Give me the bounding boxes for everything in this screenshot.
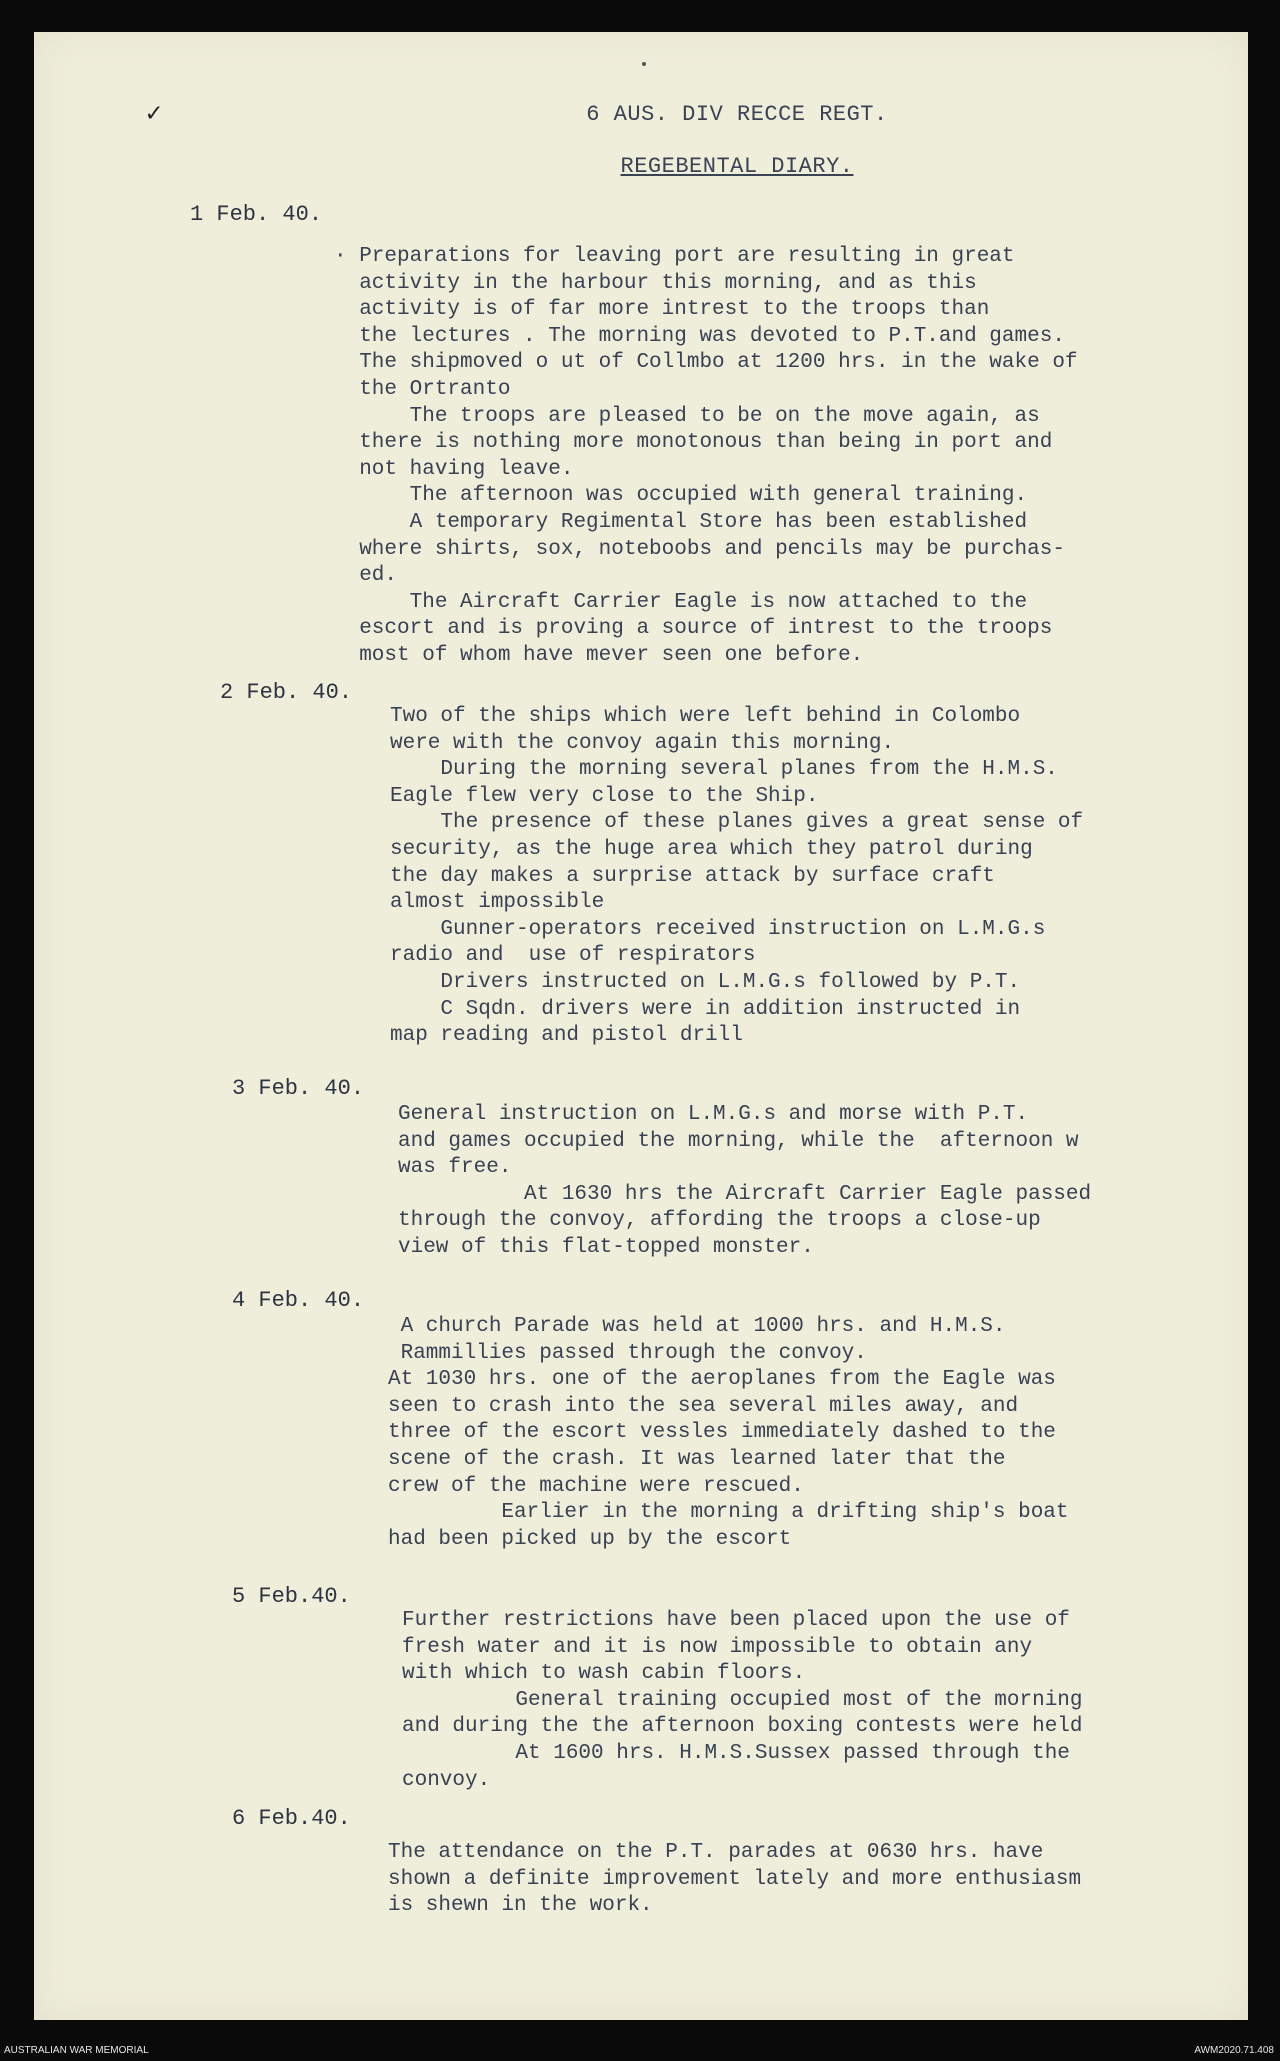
footer-institution: AUSTRALIAN WAR MEMORIAL xyxy=(4,2045,149,2056)
entry-text: Two of the ships which were left behind in Colombo were with the convoy again this morning. During the morning several planes from the H.M.S. Eagle flew very close to the Ship. The presence of these planes gives a great sense of security, as the huge area which they patrol during the day makes a surprise attack by surface craft almost impossible Gunner-operators received instruction on L.M.G.s radio and use of respirators Drivers instructed on L.M.G.s followed by P.T. C Sqdn. drivers were in addition instructed in map reading and pistol drill xyxy=(390,705,1084,1048)
page-title: 6 AUS. DIV RECCE REGT. xyxy=(586,102,888,127)
entry-date: 5 Feb.40. xyxy=(232,1584,351,1609)
footer-reference: AWM2020.71.408 xyxy=(1194,2045,1274,2056)
entry-text: Further restrictions have been placed upon the use of fresh water and it is now impossible to obtain any with which to wash cabin floors. General training occupied most of the morning and during the the afternoon boxing contests were held At 1600 hrs. H.M.S.Sussex passed through the convoy. xyxy=(402,1609,1083,1792)
entry-date: 2 Feb. 40. xyxy=(220,680,353,705)
diary-page xyxy=(34,32,1248,2020)
entry-date: 3 Feb. 40. xyxy=(232,1076,365,1101)
entry-date: 6 Feb.40. xyxy=(232,1806,351,1831)
entry-date: 4 Feb. 40. xyxy=(232,1288,365,1313)
page-subtitle: REGEBENTAL DIARY. xyxy=(620,154,854,179)
entry-text: · Preparations for leaving port are resulting in great activity in the harbour this morning, and as this activity is of far more intrest to the troops than the lectures . The morning was devoted to P.T.and games. The shipmoved o ut of Collmbo at 1200 hrs. in the wake of the Ortranto The troops are pleased to be on the move again, as there is nothing more monotonous than being in port and not having leave. The afternoon was occupied with general training. A temporary Regimental Store has been established where shirts, sox, noteboobs and pencils may be purchas- ed. The Aircraft Carrier Eagle is now attached to the escort and is proving a source of intrest to the troops most of whom have mever seen one before. xyxy=(334,245,1078,667)
punch-hole-mark xyxy=(642,62,646,66)
entry-text: A church Parade was held at 1000 hrs. and H.M.S. Rammillies passed through the convoy. At 1030 hrs. one of the aeroplanes from the Eagle was seen to crash into the sea several miles away, and three of the escort vessles immediately dashed to the scene of the crash. It was learned later that the crew of the machine were rescued. Earlier in the morning a drifting ship's boat had been picked up by the escort xyxy=(388,1315,1069,1551)
entry-text: The attendance on the P.T. parades at 0630 hrs. have shown a definite improvement lately and more enthusiasm is shewn in the work. xyxy=(388,1841,1082,1918)
handwritten-tick-mark: ✓ xyxy=(146,99,162,129)
entry-text: General instruction on L.M.G.s and morse with P.T. and games occupied the morning, while the afternoon w was free. At 1630 hrs the Aircraft Carrier Eagle passed through the convoy, affording the troops a close-up view of this flat-topped monster. xyxy=(398,1103,1092,1259)
entry-date: 1 Feb. 40. xyxy=(190,202,323,227)
